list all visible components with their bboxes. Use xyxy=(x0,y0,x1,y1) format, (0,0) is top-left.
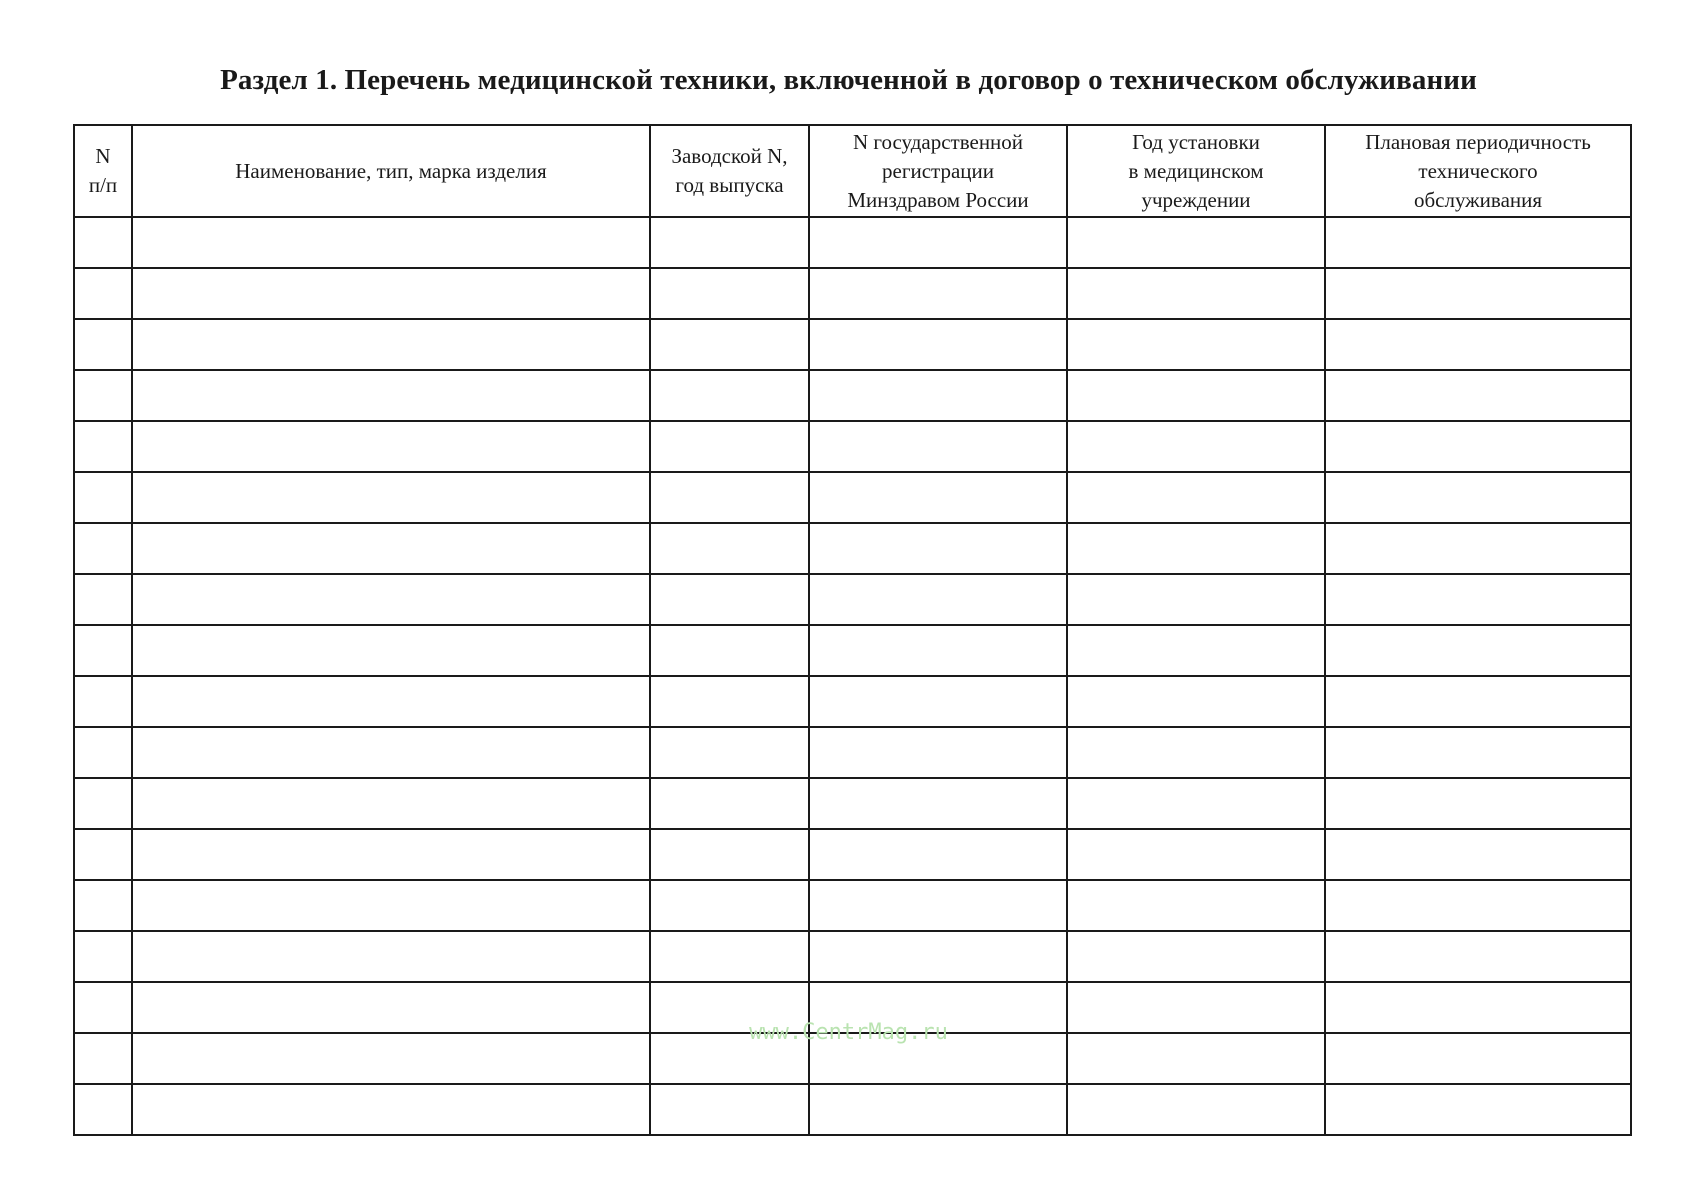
column-header-install-year: Год установки в медицинском учреждении xyxy=(1067,125,1325,217)
cell-serial[interactable] xyxy=(650,727,809,778)
cell-name[interactable] xyxy=(132,931,650,982)
cell-maintenance[interactable] xyxy=(1325,421,1631,472)
cell-maintenance[interactable] xyxy=(1325,523,1631,574)
cell-number[interactable] xyxy=(74,676,132,727)
cell-number[interactable] xyxy=(74,472,132,523)
cell-install-year[interactable] xyxy=(1067,676,1325,727)
table-row xyxy=(74,421,1631,472)
cell-serial[interactable] xyxy=(650,778,809,829)
cell-maintenance[interactable] xyxy=(1325,319,1631,370)
cell-number[interactable] xyxy=(74,880,132,931)
cell-maintenance[interactable] xyxy=(1325,574,1631,625)
cell-serial[interactable] xyxy=(650,472,809,523)
cell-registration[interactable] xyxy=(809,523,1067,574)
cell-maintenance[interactable] xyxy=(1325,676,1631,727)
cell-registration[interactable] xyxy=(809,319,1067,370)
table-row xyxy=(74,727,1631,778)
table-row xyxy=(74,472,1631,523)
cell-install-year[interactable] xyxy=(1067,370,1325,421)
cell-install-year[interactable] xyxy=(1067,880,1325,931)
cell-name[interactable] xyxy=(132,421,650,472)
table-row xyxy=(74,268,1631,319)
cell-number[interactable] xyxy=(74,931,132,982)
cell-install-year[interactable] xyxy=(1067,268,1325,319)
table-row xyxy=(74,625,1631,676)
cell-number[interactable] xyxy=(74,523,132,574)
cell-name[interactable] xyxy=(132,829,650,880)
cell-install-year[interactable] xyxy=(1067,829,1325,880)
cell-serial[interactable] xyxy=(650,1084,809,1135)
cell-registration[interactable] xyxy=(809,268,1067,319)
cell-name[interactable] xyxy=(132,523,650,574)
cell-install-year[interactable] xyxy=(1067,1084,1325,1135)
cell-name[interactable] xyxy=(132,217,650,268)
cell-name[interactable] xyxy=(132,880,650,931)
cell-serial[interactable] xyxy=(650,625,809,676)
cell-install-year[interactable] xyxy=(1067,472,1325,523)
cell-serial[interactable] xyxy=(650,370,809,421)
cell-registration[interactable] xyxy=(809,778,1067,829)
cell-name[interactable] xyxy=(132,319,650,370)
cell-name[interactable] xyxy=(132,727,650,778)
cell-name[interactable] xyxy=(132,574,650,625)
cell-install-year[interactable] xyxy=(1067,217,1325,268)
cell-serial[interactable] xyxy=(650,319,809,370)
cell-number[interactable] xyxy=(74,370,132,421)
cell-install-year[interactable] xyxy=(1067,727,1325,778)
cell-number[interactable] xyxy=(74,319,132,370)
cell-registration[interactable] xyxy=(809,931,1067,982)
column-header-registration: N государственной регистрации Минздравом России xyxy=(809,125,1067,217)
table-row xyxy=(74,676,1631,727)
table-row xyxy=(74,1084,1631,1135)
cell-registration[interactable] xyxy=(809,727,1067,778)
cell-registration[interactable] xyxy=(809,880,1067,931)
table-body xyxy=(74,217,1631,1135)
cell-registration[interactable] xyxy=(809,829,1067,880)
cell-maintenance[interactable] xyxy=(1325,625,1631,676)
cell-serial[interactable] xyxy=(650,217,809,268)
cell-number[interactable] xyxy=(74,727,132,778)
cell-name[interactable] xyxy=(132,625,650,676)
cell-registration[interactable] xyxy=(809,472,1067,523)
table-row xyxy=(74,778,1631,829)
cell-name[interactable] xyxy=(132,1084,650,1135)
column-header-number: N п/п xyxy=(74,125,132,217)
cell-maintenance[interactable] xyxy=(1325,370,1631,421)
cell-install-year[interactable] xyxy=(1067,574,1325,625)
cell-name[interactable] xyxy=(132,676,650,727)
table-row xyxy=(74,880,1631,931)
cell-registration[interactable] xyxy=(809,421,1067,472)
cell-serial[interactable] xyxy=(650,931,809,982)
cell-name[interactable] xyxy=(132,370,650,421)
cell-registration[interactable] xyxy=(809,1084,1067,1135)
column-header-maintenance: Плановая периодичность технического обслуживания xyxy=(1325,125,1631,217)
cell-maintenance[interactable] xyxy=(1325,217,1631,268)
cell-number[interactable] xyxy=(74,625,132,676)
table-row xyxy=(74,523,1631,574)
cell-serial[interactable] xyxy=(650,523,809,574)
page-title: Раздел 1. Перечень медицинской техники, включенной в договор о техническом обслуживании xyxy=(220,64,1477,96)
cell-number[interactable] xyxy=(74,217,132,268)
cell-install-year[interactable] xyxy=(1067,778,1325,829)
cell-serial[interactable] xyxy=(650,880,809,931)
cell-serial[interactable] xyxy=(650,421,809,472)
column-header-name: Наименование, тип, марка изделия xyxy=(132,125,650,217)
cell-serial[interactable] xyxy=(650,268,809,319)
table-row xyxy=(74,829,1631,880)
cell-number[interactable] xyxy=(74,268,132,319)
table-row xyxy=(74,931,1631,982)
cell-registration[interactable] xyxy=(809,217,1067,268)
cell-name[interactable] xyxy=(132,268,650,319)
cell-install-year[interactable] xyxy=(1067,625,1325,676)
cell-name[interactable] xyxy=(132,472,650,523)
cell-serial[interactable] xyxy=(650,574,809,625)
cell-registration[interactable] xyxy=(809,676,1067,727)
cell-install-year[interactable] xyxy=(1067,931,1325,982)
table-header-row xyxy=(74,125,1631,217)
cell-registration[interactable] xyxy=(809,574,1067,625)
cell-registration[interactable] xyxy=(809,625,1067,676)
cell-registration[interactable] xyxy=(809,370,1067,421)
cell-maintenance[interactable] xyxy=(1325,931,1631,982)
column-header-serial: Заводской N, год выпуска xyxy=(650,125,809,217)
cell-maintenance[interactable] xyxy=(1325,472,1631,523)
cell-number[interactable] xyxy=(74,829,132,880)
cell-maintenance[interactable] xyxy=(1325,1084,1631,1135)
table-row xyxy=(74,217,1631,268)
cell-serial[interactable] xyxy=(650,676,809,727)
cell-maintenance[interactable] xyxy=(1325,778,1631,829)
equipment-table xyxy=(73,124,1632,1136)
table-row xyxy=(74,319,1631,370)
cell-number[interactable] xyxy=(74,778,132,829)
watermark: www.CentrMag.ru xyxy=(749,1020,948,1045)
cell-maintenance[interactable] xyxy=(1325,727,1631,778)
table-row xyxy=(74,574,1631,625)
table-row xyxy=(74,370,1631,421)
cell-install-year[interactable] xyxy=(1067,319,1325,370)
cell-name[interactable] xyxy=(132,778,650,829)
cell-number[interactable] xyxy=(74,1084,132,1135)
cell-maintenance[interactable] xyxy=(1325,268,1631,319)
cell-number[interactable] xyxy=(74,574,132,625)
cell-number[interactable] xyxy=(74,421,132,472)
cell-install-year[interactable] xyxy=(1067,421,1325,472)
cell-maintenance[interactable] xyxy=(1325,829,1631,880)
cell-maintenance[interactable] xyxy=(1325,880,1631,931)
cell-install-year[interactable] xyxy=(1067,523,1325,574)
cell-serial[interactable] xyxy=(650,829,809,880)
